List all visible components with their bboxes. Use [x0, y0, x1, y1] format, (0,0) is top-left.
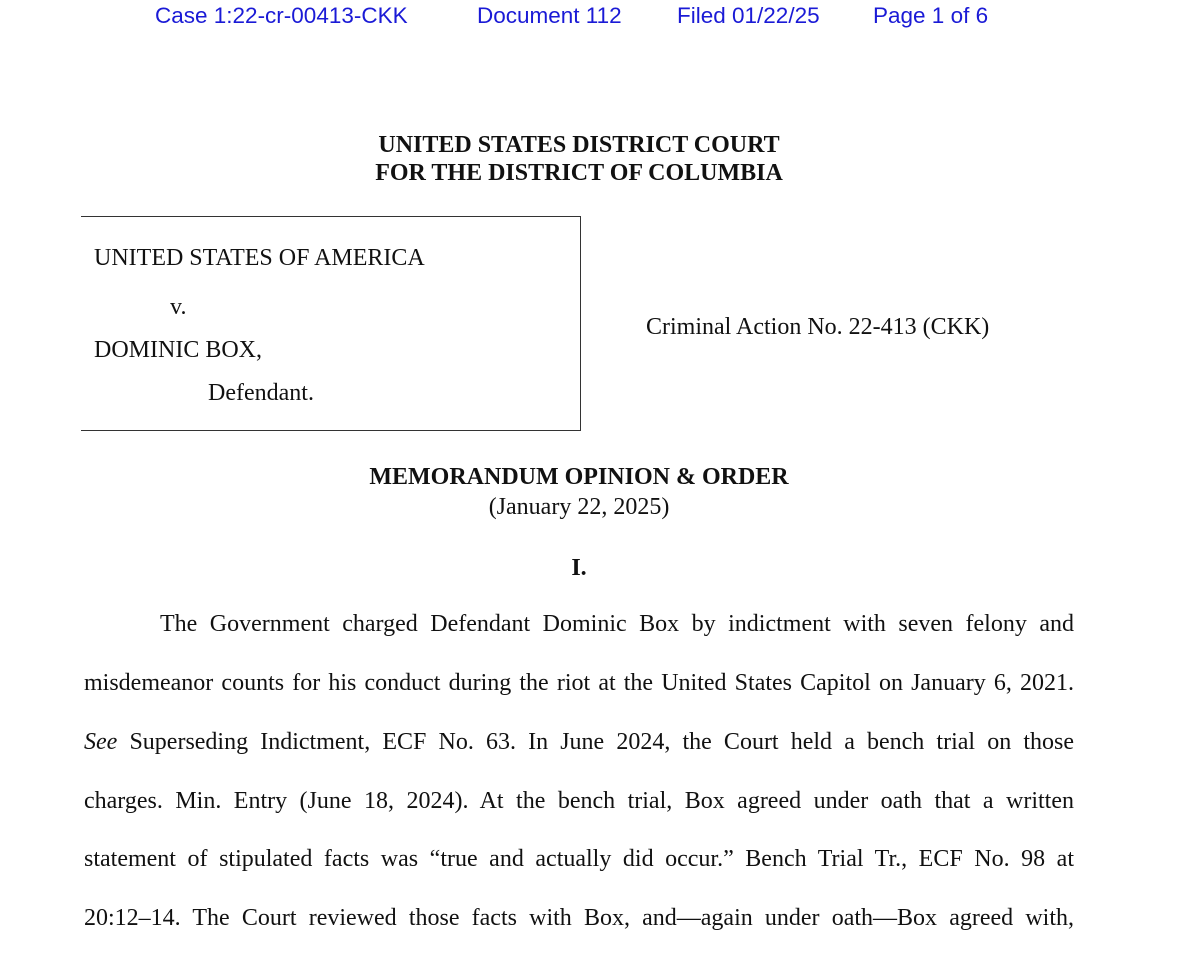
body-line: statement of stipulated facts was “true and actually did occur.” Bench Trial Tr., ECF No. 98 at [84, 846, 1074, 872]
body-line: misdemeanor counts for his conduct during the riot at the United States Capitol on January 6, 2021. [84, 670, 1074, 696]
body-line: The Government charged Defendant Dominic Box by indictment with seven felony and [160, 611, 1074, 637]
plaintiff-name: UNITED STATES OF AMERICA [94, 245, 425, 271]
section-heading: I. [571, 555, 587, 581]
court-district: FOR THE DISTRICT OF COLUMBIA [375, 160, 783, 186]
filed-date: Filed 01/22/25 [677, 3, 820, 28]
body-line: 20:12–14. The Court reviewed those facts with Box, and—again under oath—Box agreed with, [84, 905, 1074, 931]
criminal-action-number: Criminal Action No. 22-413 (CKK) [646, 314, 990, 340]
page-indicator: Page 1 of 6 [873, 3, 989, 28]
defendant-name: DOMINIC BOX, [94, 337, 262, 363]
body-line: charges. Min. Entry (June 18, 2024). At the bench trial, Box agreed under oath that a written [84, 788, 1074, 814]
versus-label: v. [170, 294, 187, 320]
docket-header [0, 0, 1200, 34]
body-line [84, 729, 1074, 756]
body-line-text: Superseding Indictment, ECF No. 63. In June 2024, the Court held a bench trial on those [117, 729, 1074, 755]
defendant-role: Defendant. [208, 380, 314, 406]
court-name: UNITED STATES DISTRICT COURT [378, 132, 780, 158]
document-title: MEMORANDUM OPINION & ORDER [369, 464, 789, 490]
document-number: Document 112 [477, 3, 622, 28]
citation-signal: See [84, 729, 118, 755]
case-number: Case 1:22-cr-00413-CKK [155, 3, 408, 28]
document-date: (January 22, 2025) [488, 494, 670, 520]
